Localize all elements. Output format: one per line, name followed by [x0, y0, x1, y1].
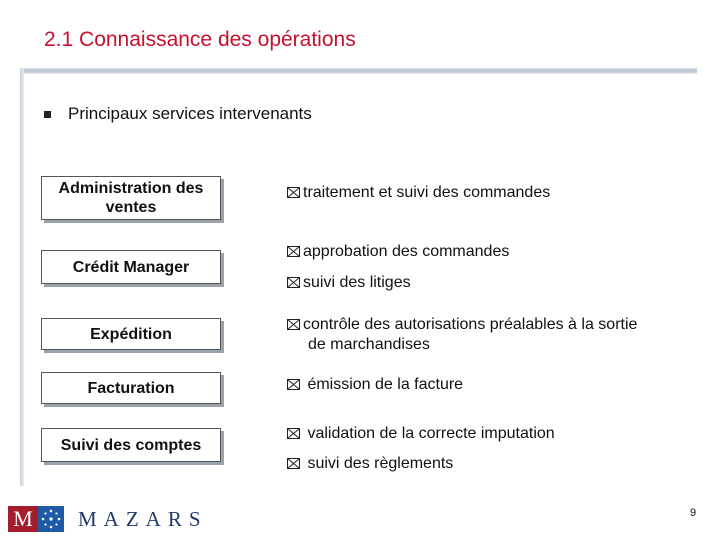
item-text: émission de la facture — [303, 376, 464, 393]
item-text: traitement et suivi des commandes — [303, 184, 551, 201]
service-box-administration-des-ventes — [41, 176, 221, 220]
envelope-cross-icon — [287, 187, 300, 198]
item-text-continuation: de marchandises — [308, 336, 430, 353]
logo-letter-tile: M — [8, 506, 38, 532]
service-label: Facturation — [87, 379, 175, 397]
list-item — [287, 454, 453, 474]
list-item — [287, 273, 411, 293]
list-item — [287, 424, 555, 444]
item-text: contrôle des autorisations préalables à la sortie — [303, 316, 638, 333]
left-divider — [20, 68, 24, 486]
service-box-facturation — [41, 372, 221, 404]
service-box-suivi-des-comptes — [41, 428, 221, 462]
star-icon — [38, 506, 64, 532]
service-box-expedition — [41, 318, 221, 350]
service-label: Expédition — [90, 325, 172, 343]
square-bullet-icon — [44, 111, 51, 118]
mazars-logo — [8, 506, 208, 532]
item-text: suivi des litiges — [303, 274, 411, 291]
item-text: suivi des règlements — [303, 455, 454, 472]
slide-title: 2.1 Connaissance des opérations — [44, 28, 356, 51]
page-number: 9 — [690, 507, 697, 519]
section-heading-text: Principaux services intervenants — [68, 104, 312, 123]
envelope-cross-icon — [287, 379, 300, 390]
top-divider — [20, 68, 697, 74]
item-text: validation de la correcte imputation — [303, 425, 555, 442]
list-item — [287, 315, 637, 355]
envelope-cross-icon — [287, 428, 300, 439]
envelope-cross-icon — [287, 277, 300, 288]
list-item — [287, 242, 509, 262]
envelope-cross-icon — [287, 319, 300, 330]
list-item — [287, 375, 463, 395]
section-heading — [44, 104, 312, 124]
envelope-cross-icon — [287, 246, 300, 257]
item-text: approbation des commandes — [303, 243, 510, 260]
service-label: Suivi des comptes — [60, 436, 202, 454]
list-item — [287, 183, 550, 203]
service-label: Crédit Manager — [72, 258, 190, 276]
service-label: Administration des ventes — [58, 180, 204, 216]
logo-star-tile — [38, 506, 64, 532]
envelope-cross-icon — [287, 458, 300, 469]
logo-wordmark: MAZARS — [78, 506, 208, 531]
service-box-credit-manager — [41, 250, 221, 284]
